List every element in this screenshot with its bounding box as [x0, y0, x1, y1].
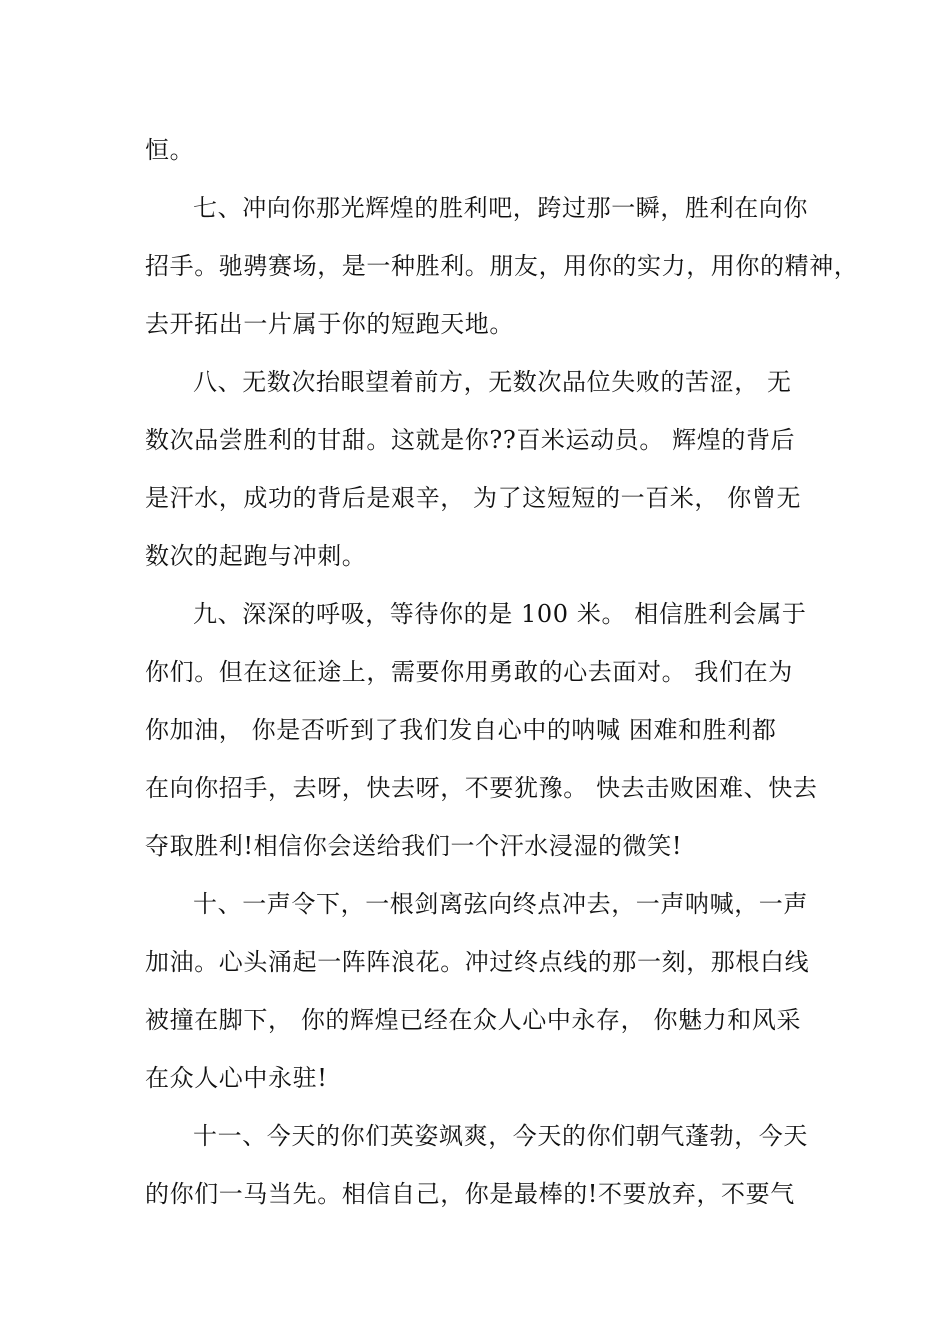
paragraph-7-line-3: 去开拓出一片属于你的短跑天地。	[145, 310, 514, 338]
paragraph-11-line-2: 的你们一马当先。相信自己，你是最棒的!不要放弃，不要气	[145, 1180, 795, 1208]
paragraph-10-line-3: 被撞在脚下， 你的辉煌已经在众人心中永存， 你魅力和风采	[145, 1006, 802, 1034]
paragraph-7-line-1: 七、冲向你那光辉煌的胜利吧，跨过那一瞬，胜利在向你	[193, 194, 808, 222]
paragraph-9-line-2: 你们。但在这征途上，需要你用勇敢的心去面对。 我们在为	[145, 658, 793, 686]
paragraph-8-line-1: 八、无数次抬眼望着前方，无数次品位失败的苦涩， 无	[193, 368, 792, 396]
paragraph-6-line-end: 恒。	[145, 136, 195, 164]
paragraph-9-line-3: 你加油， 你是否听到了我们发自心中的呐喊 困难和胜利都	[145, 716, 777, 744]
paragraph-9-line-4: 在向你招手，去呀，快去呀，不要犹豫。 快去击败困难、快去	[145, 774, 818, 802]
paragraph-8-line-3: 是汗水，成功的背后是艰辛， 为了这短短的一百米， 你曾无	[145, 484, 802, 512]
paragraph-9-line-1: 九、深深的呼吸，等待你的是 100 米。 相信胜利会属于	[193, 600, 807, 628]
paragraph-10-line-4: 在众人心中永驻!	[145, 1064, 328, 1092]
paragraph-8-line-4: 数次的起跑与冲刺。	[145, 542, 367, 570]
paragraph-10-line-1: 十、一声令下，一根剑离弦向终点冲去，一声呐喊，一声	[193, 890, 808, 918]
paragraph-9-line-5: 夺取胜利!相信你会送给我们一个汗水浸湿的微笑!	[145, 832, 683, 860]
paragraph-10-line-2: 加油。心头涌起一阵阵浪花。冲过终点线的那一刻，那根白线	[145, 948, 810, 976]
paragraph-11-line-1: 十一、今天的你们英姿飒爽，今天的你们朝气蓬勃，今天	[193, 1122, 808, 1150]
paragraph-7-line-2: 招手。驰骋赛场，是一种胜利。朋友，用你的实力，用你的精神，	[145, 252, 859, 280]
paragraph-8-line-2: 数次品尝胜利的甘甜。这就是你??百米运动员。 辉煌的背后	[145, 426, 796, 454]
